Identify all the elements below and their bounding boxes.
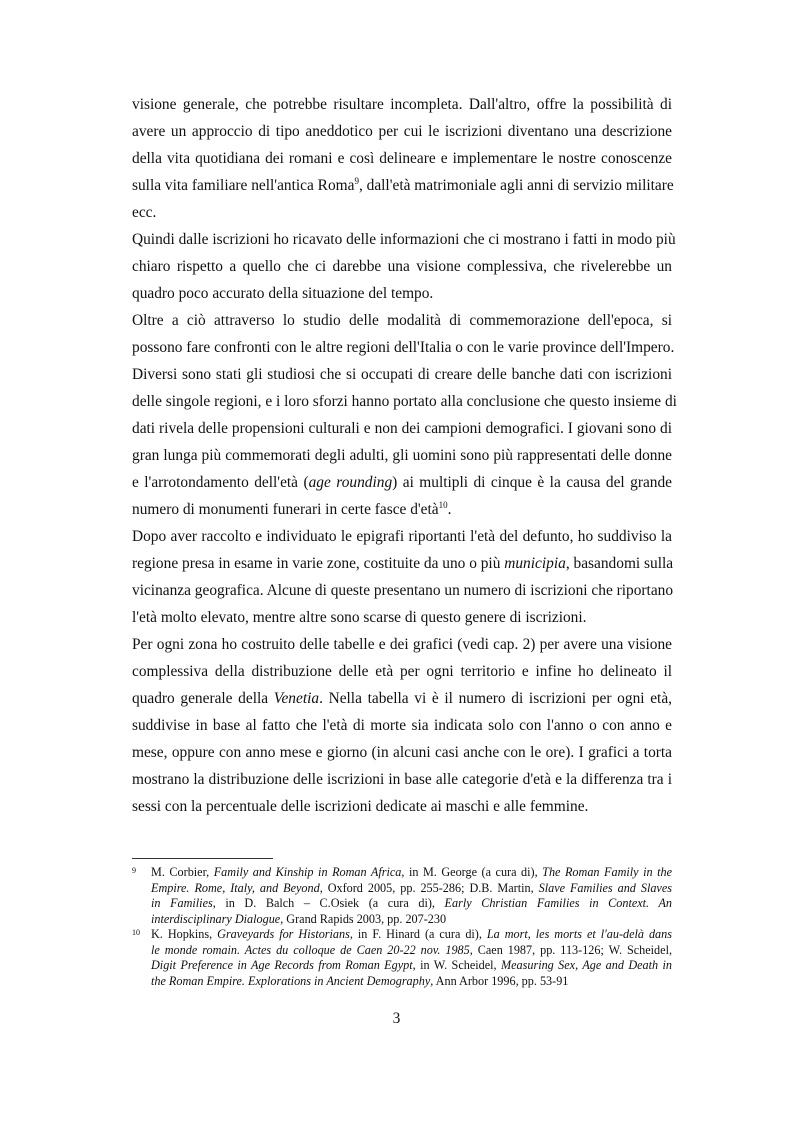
text-segment: quadro generale della	[132, 690, 274, 707]
footnote-ref-9[interactable]: 9	[354, 176, 359, 186]
text-line: l'età molto elevato, mentre altre sono scarse di questo genere di iscrizioni.	[132, 609, 587, 626]
italic-title: Early Christian Families in Context. An	[444, 896, 672, 910]
text-line: Diversi sono stati gli studiosi che si occupati di creare delle banche dati con iscrizioni	[132, 366, 672, 383]
text-segment: , in M. George (a cura di),	[401, 865, 543, 879]
italic-title: La mort, les morts et l'au-delà dans	[486, 927, 672, 941]
footnote-line	[151, 927, 672, 943]
text-segment: e l'arrotondamento dell'età (	[132, 474, 309, 491]
text-segment: , Caen 1987, pp. 113-126; W. Scheidel,	[469, 942, 672, 957]
text-line: sessi con la percentuale delle iscrizioni dedicate ai maschi e alle femmine.	[132, 798, 589, 815]
text-line: Oltre a ciò attraverso lo studio delle modalità di commemorazione dell'epoca, si	[132, 312, 672, 329]
text-line: possono fare confronti con le altre regioni dell'Italia o con le varie province dell'Impero.	[132, 339, 675, 356]
text-line: quadro poco accurato della situazione del tempo.	[132, 285, 434, 302]
text-line: avere un approccio di tipo aneddotico per cui le iscrizioni diventano una descrizione	[132, 123, 672, 140]
paragraph-4	[132, 523, 672, 631]
footnote-line	[151, 958, 672, 974]
footnotes	[132, 865, 672, 989]
body-text	[132, 91, 677, 820]
text-line: mostrano la distribuzione delle iscrizioni in base alle categorie d'età e la differenza tra i	[132, 771, 672, 788]
text-line	[132, 685, 672, 712]
text-segment: , dall'età matrimoniale agli anni di servizio militare	[358, 177, 674, 194]
text-line: Quindi dalle iscrizioni ho ricavato delle informazioni che ci mostrano i fatti in modo più	[132, 231, 676, 248]
italic-title: in Families	[151, 896, 213, 910]
footnote-number: 10	[132, 928, 140, 937]
text-line: mese, oppure con anno mese e giorno (in alcuni casi anche con le ore). I grafici a torta	[132, 744, 672, 761]
text-segment: sulla vita familiare nell'antica Roma	[132, 177, 355, 194]
italic-term: age rounding	[308, 474, 393, 491]
italic-title: interdisciplinary Dialogue	[151, 911, 281, 926]
text-line: vicinanza geografica. Alcune di queste presentano un numero di iscrizioni che riportano	[132, 582, 674, 599]
text-line	[132, 496, 672, 523]
footnote-10	[132, 927, 672, 989]
italic-title: le monde romain. Actes du colloque de Caen 20-22 nov. 1985	[151, 942, 470, 957]
text-line: chiaro rispetto a quello che ci darebbe una visione complessiva, che rivelerebbe un	[132, 258, 672, 275]
text-segment: numero di monumenti funerari in certe fasce d'età	[132, 501, 439, 518]
italic-term: Venetia	[273, 690, 320, 707]
footnote-9	[132, 865, 672, 927]
text-segment: , Oxford 2005, pp. 255-286; D.B. Martin,	[319, 880, 539, 895]
text-line: Per ogni zona ho costruito delle tabelle e dei grafici (vedi cap. 2) per avere una visione	[132, 636, 672, 653]
footnote-line	[151, 943, 672, 959]
text-line	[132, 469, 672, 496]
footnote-line	[151, 881, 672, 897]
text-segment: K. Hopkins,	[151, 927, 218, 941]
text-segment: , basandomi sulla	[565, 555, 674, 572]
footnote-line	[151, 865, 672, 881]
text-segment: , in W. Scheidel,	[412, 958, 501, 972]
text-line: visione generale, che potrebbe risultare incompleta. Dall'altro, offre la possibilità di	[132, 96, 672, 113]
italic-title: the Roman Empire. Explorations in Ancient Demography	[151, 973, 431, 988]
footnote-ref-10[interactable]: 10	[438, 500, 448, 510]
text-segment: , Ann Arbor 1996, pp. 53-91	[430, 973, 569, 988]
text-line: Dopo aver raccolto e individuato le epigrafi riportanti l'età del defunto, ho suddiviso la	[132, 528, 672, 545]
text-segment: . Nella tabella vi è il numero di iscrizioni per ogni età,	[319, 690, 672, 707]
footnote-line	[151, 912, 672, 928]
text-line	[132, 550, 672, 577]
paragraph-1	[132, 91, 672, 226]
text-segment: , in F. Hinard (a cura di),	[349, 927, 487, 941]
text-segment: .	[447, 501, 452, 518]
text-segment: , in D. Balch – C.Osiek (a cura di),	[212, 896, 445, 910]
paragraph-5	[132, 631, 672, 820]
page-number: 3	[392, 1010, 401, 1027]
text-line: ecc.	[132, 204, 157, 221]
italic-title: Empire. Rome, Italy, and Beyond	[151, 880, 320, 895]
text-line: dati rivela delle propensioni culturali e non dei campioni demografici. I giovani sono di	[132, 420, 672, 437]
text-line	[132, 172, 672, 199]
text-line: della vita quotidiana dei romani e così delineare e implementare le nostre conoscenze	[132, 150, 672, 167]
italic-title: The Roman Family in the	[542, 865, 672, 879]
footnote-line	[151, 974, 672, 990]
paragraph-3	[132, 307, 677, 523]
text-line: gran lunga più commemorati degli adulti, gli uomini sono più rappresentati delle donne	[132, 447, 672, 464]
text-segment: regione presa in esame in varie zone, costituite da uno o più	[132, 555, 505, 572]
italic-title: Family and Kinship in Roman Africa	[213, 865, 402, 879]
text-segment: ) ai multipli di cinque è la causa del grande	[392, 474, 672, 491]
footnote-separator	[132, 858, 273, 859]
italic-title: Slave Families and Slaves	[538, 880, 672, 895]
text-segment: , Grand Rapids 2003, pp. 207-230	[280, 911, 447, 926]
text-segment: M. Corbier,	[151, 865, 214, 879]
text-line: suddivise in base al fatto che l'età di morte sia indicata solo con l'anno o con anno e	[132, 717, 672, 734]
italic-title: Digit Preference in Age Records from Roman Egypt	[151, 958, 413, 972]
footnote-number: 9	[132, 866, 136, 875]
footnote-line	[151, 896, 672, 912]
paragraph-2	[132, 226, 676, 307]
text-line: complessiva della distribuzione delle età per ogni territorio e infine ho delineato il	[132, 663, 672, 680]
italic-title: Graveyards for Historians	[217, 927, 350, 941]
text-line: delle singole regioni, e i loro sforzi hanno portato alla conclusione che questo insieme di	[132, 393, 677, 410]
italic-title: Measuring Sex, Age and Death in	[500, 958, 673, 972]
italic-term: municipia	[504, 555, 566, 572]
